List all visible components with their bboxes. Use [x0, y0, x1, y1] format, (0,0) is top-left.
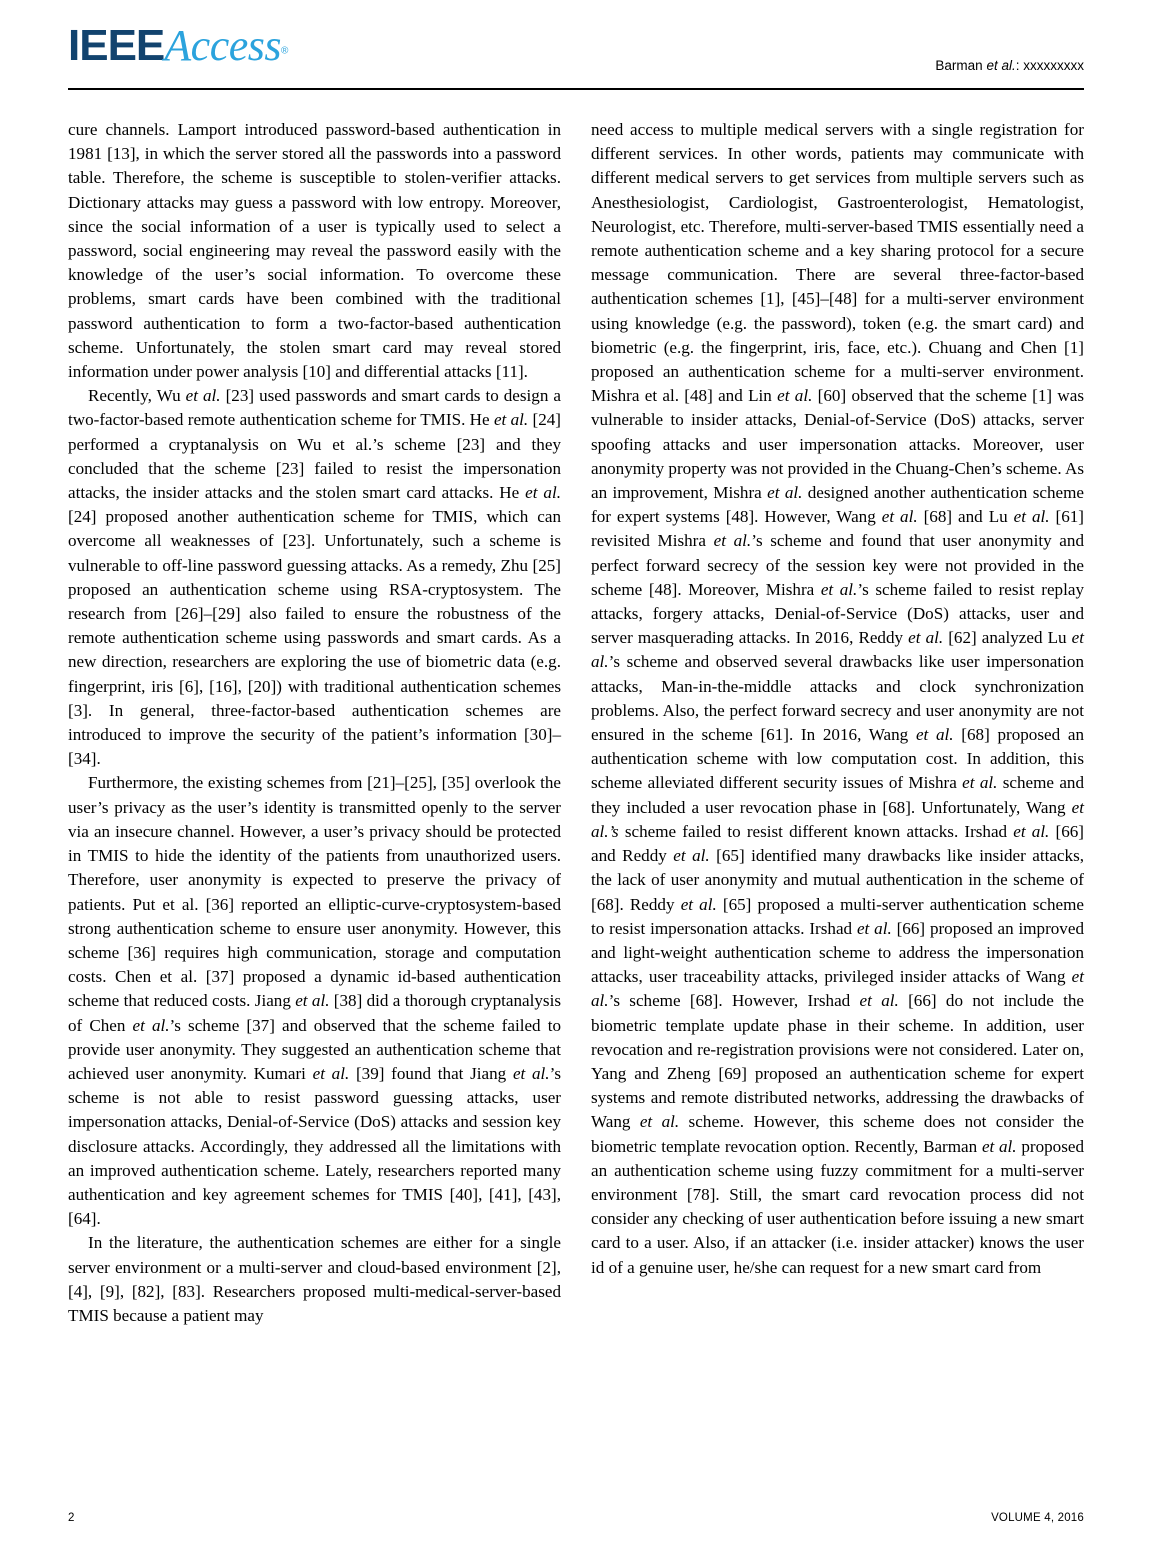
emphasis-text: et al.	[591, 628, 1084, 672]
body-text: scheme. However, this scheme does not consider the biometric template revocation option. Recently, Barman	[591, 1112, 1084, 1156]
emphasis-text: et al.	[859, 991, 899, 1011]
body-text: [66] and Reddy	[591, 821, 1084, 866]
emphasis-text: et al.	[680, 894, 717, 914]
emphasis-text: et al.	[185, 386, 221, 406]
body-text: designed another authentication scheme for expert systems [48]. However, Wang	[591, 483, 1084, 527]
body-text: [24] performed a cryptanalysis on Wu et al.’s scheme [23] and they concluded that the scheme [23] failed to resist the impersonation attacks, the insider attacks and the stolen smart card attacks. He	[68, 410, 561, 503]
emphasis-text: et al.	[908, 628, 944, 648]
body-text: In the literature, the authentication schemes are either for a single server environment or a multi-server and cloud-based environment [2], [4], [9], [82], [83]. Researchers proposed multi-medical-server-based TMIS because a patient may	[68, 1233, 561, 1325]
paragraph	[591, 118, 1084, 1280]
paragraph	[68, 118, 561, 384]
header-divider	[68, 88, 1084, 90]
registered-trademark-icon: ®	[281, 45, 289, 57]
right-text-column	[591, 118, 1084, 1328]
body-text: ’s scheme [68]. However, Irshad	[608, 991, 860, 1011]
body-text: [65] identified many drawbacks like insider attacks, the lack of user anonymity and mutual authentication in the scheme of [68]. Reddy	[591, 846, 1084, 914]
paragraph	[68, 1231, 561, 1328]
emphasis-text: et al.	[856, 918, 892, 938]
body-text: Recently, Wu	[88, 386, 186, 406]
body-text: scheme failed to resist different known attacks. Irshad	[618, 821, 1014, 841]
logo-access-text: Access	[164, 21, 281, 70]
page-header	[68, 22, 1084, 88]
left-text-column	[68, 118, 561, 1328]
body-text: [66] do not include the biometric template update phase in their scheme. In addition, user revocation and re-registration provisions were not considered. Later on, Yang and Zheng [69] proposed an authentication scheme for expert systems and remote distributed networks, addressing the drawbacks of Wang	[591, 991, 1084, 1132]
body-text: ’s scheme and found that user anonymity and perfect forward secrecy of the session key were not provided in the scheme [48]. Moreover, Mishra	[591, 531, 1084, 599]
emphasis-text: et al.	[981, 1136, 1017, 1156]
emphasis-text: et al.	[639, 1112, 680, 1132]
emphasis-text: et al.	[1013, 507, 1050, 527]
emphasis-text: et al.	[591, 967, 1084, 1011]
running-head-title: : xxxxxxxxx	[1015, 58, 1084, 73]
emphasis-text: et al.	[1013, 821, 1050, 841]
logo-ieee-text: IEEE	[68, 21, 165, 70]
body-text: [66] proposed an improved and light-weight authentication scheme to address the impersonation attacks, user traceability attacks, privileged insider attacks of Wang	[591, 918, 1084, 987]
body-text: [61] revisited Mishra	[591, 507, 1084, 551]
body-text: [24] proposed another authentication scheme for TMIS, which can overcome all weaknesses of [23]. Unfortunately, such a scheme is vulnerable to off-line password guessing attacks. As a remedy, Zhu [25] proposed an authentication scheme using RSA-cryptosystem. The research from [26]–[29] also failed to ensure the robustness of the remote authentication scheme using passwords and smart cards. As a new direction, researchers are exploring the use of biometric data (e.g. fingerprint, iris [6], [16], [20]) with traditional authentication schemes [3]. In general, three-factor-based authentication schemes are introduced to improve the security of the patient’s information [30]–[34].	[68, 507, 561, 769]
emphasis-text: et al.	[777, 386, 813, 406]
emphasis-text: et al.	[767, 483, 803, 503]
body-text: [68] and Lu	[917, 507, 1014, 527]
body-text: ’s scheme [37] and observed that the scheme failed to provide user anonymity. They suggested an authentication scheme that achieved user anonymity. Kumari	[68, 1015, 561, 1083]
body-text: [60] observed that the scheme [1] was vulnerable to insider attacks, Denial-of-Service (DoS) attacks, server spoofing attacks and user impersonation attacks. Moreover, user anonymity property was not provided in the Chuang-Chen’s scheme. As an improvement, Mishra	[591, 386, 1084, 503]
emphasis-text: et al.	[295, 991, 330, 1011]
body-text: proposed an authentication scheme using fuzzy commitment for a multi-server environment [78]. Still, the smart card revocation process did not consider any checking of user authentication before issuing a new smart card to a user. Also, if an attacker (i.e. insider attacker) knows the user id of a genuine user, he/she can request for a new smart card from	[591, 1136, 1084, 1277]
emphasis-text: et al.’s	[591, 797, 1084, 841]
running-head-etal: et al.	[986, 58, 1016, 73]
body-text: ’s scheme is not able to resist password guessing attacks, user impersonation attacks, Denial-of-Service (DoS) attacks and session key disclosure attacks. Accordingly, they addressed all the limitations with an improved authentication scheme. Lately, researchers reported many authentication and key agreement schemes for TMIS [40], [41], [43], [64].	[68, 1063, 561, 1229]
body-text: [23] used passwords and smart cards to design a two-factor-based remote authentication scheme for TMIS. He	[68, 386, 561, 430]
body-text: Furthermore, the existing schemes from [21]–[25], [35] overlook the user’s privacy as the user’s identity is transmitted openly to the server via an insecure channel. However, a user’s privacy should be protected in TMIS to hide the identity of the patients from unauthorized users. Therefore, user anonymity is expected to preserve the privacy of patients. Put et al. [36] reported an elliptic-curve-cryptosystem-based strong authentication scheme to ensure user anonymity. However, this scheme [36] requires high communication, storage and computation costs. Chen et al. [37] proposed a dynamic id-based authentication scheme that reduced costs. Jiang	[68, 773, 561, 1011]
body-text: need access to multiple medical servers with a single registration for different services. In other words, patients may communicate with different medical servers to get services from multiple servers such as Anesthesiologist, Cardiologist, Gastroenterologist, Hematologist, Neurologist, etc. Therefore, multi-server-based TMIS essentially need a remote authentication scheme and a key sharing protocol for a secure message communication. There are several three-factor-based authentication schemes [1], [45]–[48] for a multi-server environment using knowledge (e.g. the password), token (e.g. the smart card) and biometric (e.g. the fingerprint, iris, face, etc.). Chuang and Chen [1] proposed an authentication scheme for a multi-server environment. Mishra et al. [48] and Lin	[591, 120, 1084, 406]
emphasis-text: et al.	[525, 483, 561, 503]
emphasis-text: et al.	[713, 531, 752, 551]
body-text: ’s scheme and observed several drawbacks like user impersonation attacks, Man-in-the-middle attacks and clock synchronization problems. Also, the perfect forward secrecy and user anonymity are not ensured in the scheme [61]. In 2016, Wang	[591, 652, 1084, 745]
body-text: [65] proposed a multi-server authentication scheme to resist impersonation attacks. Irshad	[591, 894, 1084, 938]
ieee-access-logo	[68, 21, 289, 70]
running-head-author: Barman	[935, 58, 983, 73]
emphasis-text: et al.	[881, 507, 918, 527]
emphasis-text: et al.	[915, 725, 954, 745]
emphasis-text: et al.	[673, 846, 710, 866]
emphasis-text: et al.	[132, 1015, 170, 1035]
emphasis-text: et al.	[820, 579, 858, 599]
emphasis-text: et al.	[493, 410, 529, 430]
body-text: [39] found that Jiang	[349, 1063, 513, 1083]
emphasis-text: et al.	[512, 1063, 550, 1083]
page-footer	[68, 1512, 1084, 1530]
volume-info: VOLUME 4, 2016	[991, 1512, 1084, 1524]
body-text: [68] proposed an authentication scheme with low computation cost. In addition, this scheme alleviated different security issues of Mishra	[591, 725, 1084, 793]
body-text: ’s scheme failed to resist replay attacks, forgery attacks, Denial-of-Service (DoS) attacks, user and server masquerading attacks. In 2016, Reddy	[591, 579, 1084, 648]
page-number: 2	[68, 1512, 75, 1524]
body-columns	[68, 118, 1084, 1328]
body-text: scheme and they included a user revocation phase in [68]. Unfortunately, Wang	[591, 773, 1085, 817]
running-head	[935, 58, 1084, 73]
emphasis-text: et al.	[312, 1063, 350, 1083]
body-text: [62] analyzed Lu	[943, 628, 1072, 648]
body-text: [38] did a thorough cryptanalysis of Chen	[68, 991, 561, 1035]
body-text: cure channels. Lamport introduced password-based authentication in 1981 [13], in which the server stored all the passwords into a password table. Therefore, the scheme is susceptible to stolen-verifier attacks. Dictionary attacks may guess a password with low entropy. Moreover, since the social information of a user is typically used to select a password, social engineering may reveal the password easily with the knowledge of the user’s social information. To overcome these problems, smart cards have been combined with the traditional password authentication to form a two-factor-based authentication scheme. Unfortunately, the stolen smart card may reveal stored information under power analysis [10] and differential attacks [11].	[68, 120, 561, 382]
paragraph	[68, 771, 561, 1231]
emphasis-text: et al.	[962, 773, 998, 793]
paragraph	[68, 384, 561, 771]
